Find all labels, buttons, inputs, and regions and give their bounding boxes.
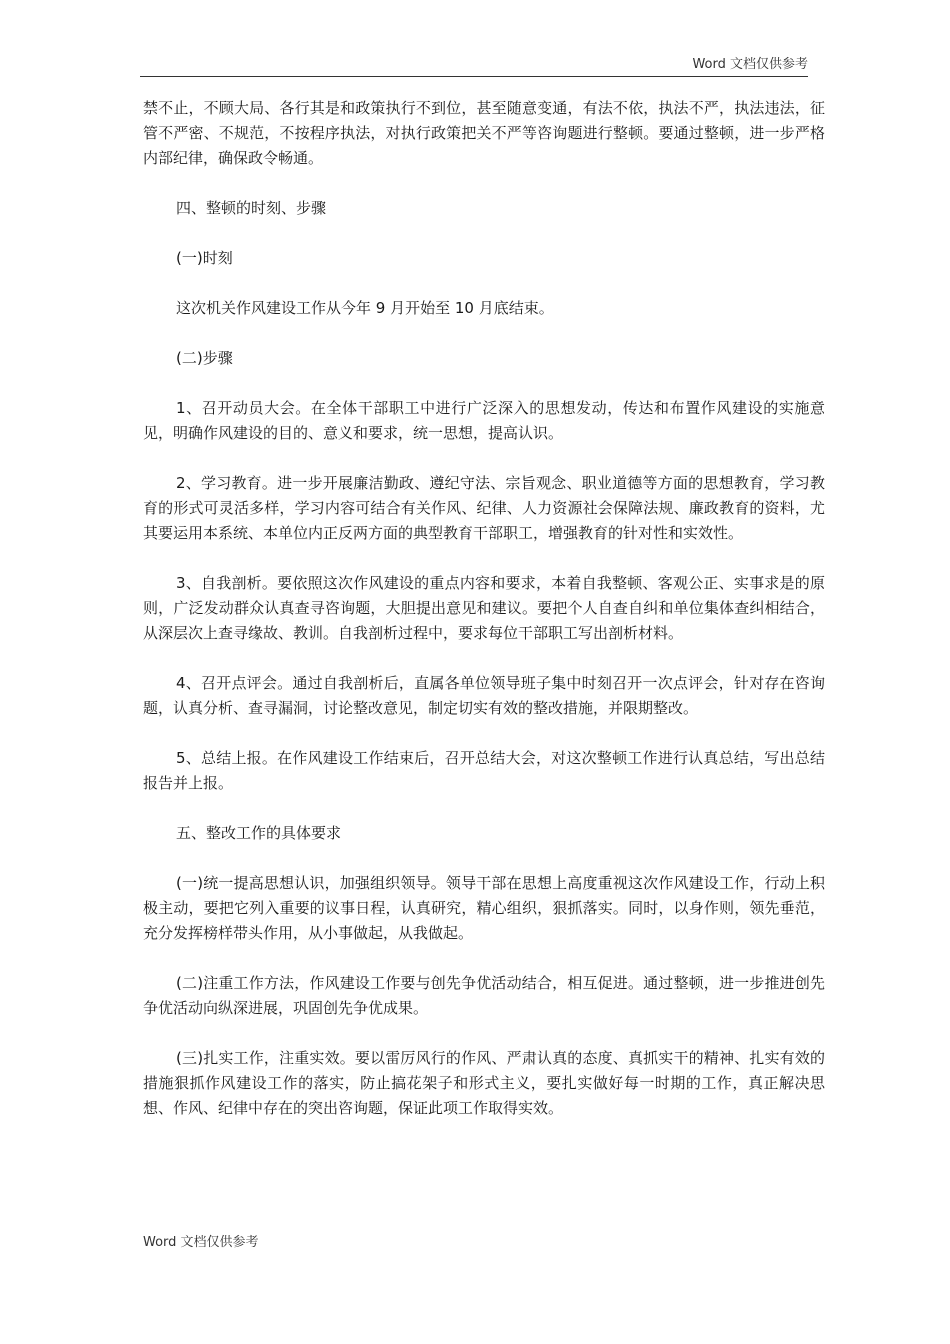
paragraph-time: 这次机关作风建设工作从今年 9 月开始至 10 月底结束。	[176, 299, 554, 317]
paragraph-step-1: 1、召开动员大会。在全体干部职工中进行广泛深入的思想发动，传达和布置作风建设的实施意见，明确作风建设的目的、意义和要求，统一思想，提高认识。	[143, 399, 825, 442]
paragraph-0: 禁不止，不顾大局、各行其是和政策执行不到位，甚至随意变通，有法不依，执法不严，执法违法，征管不严密、不规范，不按程序执法，对执行政策把关不严等咨询题进行整顿。要通过整顿，进一步严格内部纪律，确保政令畅通。	[143, 99, 825, 167]
paragraph-step-5: 5、总结上报。在作风建设工作结束后，召开总结大会，对这次整顿工作进行认真总结，写出总结报告并上报。	[143, 749, 825, 792]
paragraph-requirement-3: (三)扎实工作，注重实效。要以雷厉风行的作风、严肃认真的态度、真抓实干的精神、扎实有效的措施狠抓作风建设工作的落实，防止搞花架子和形式主义，要扎实做好每一时期的工作，真正解决思想、作风、纪律中存在的突出咨询题，保证此项工作取得实效。	[143, 1049, 825, 1117]
section-heading-4: 四、整顿的时刻、步骤	[176, 199, 327, 217]
paragraph-step-3: 3、自我剖析。要依照这次作风建设的重点内容和要求，本着自我整顿、客观公正、实事求是的原则，广泛发动群众认真查寻咨询题，大胆提出意见和建议。要把个人自查自纠和单位集体查纠相结合，从深层次上查寻缘故、教训。自我剖析过程中，要求每位干部职工写出剖析材料。	[143, 574, 825, 642]
page-header	[140, 56, 808, 77]
paragraph-requirement-2: (二)注重工作方法，作风建设工作要与创先争优活动结合，相互促进。通过整顿，进一步推进创先争优活动向纵深进展，巩固创先争优成果。	[143, 974, 825, 1017]
section-heading-5: 五、整改工作的具体要求	[176, 824, 342, 842]
document-body	[143, 96, 825, 1146]
subheading-time: (一)时刻	[176, 249, 233, 267]
header-text: Word 文档仅供参考	[692, 57, 808, 72]
subheading-steps: (二)步骤	[176, 349, 233, 367]
paragraph-requirement-1: (一)统一提高思想认识，加强组织领导。领导干部在思想上高度重视这次作风建设工作，行动上积极主动，要把它列入重要的议事日程，认真研究，精心组织，狠抓落实。同时，以身作则，领先垂范，充分发挥榜样带头作用，从小事做起，从我做起。	[143, 874, 825, 942]
footer-text: Word 文档仅供参考	[143, 1235, 259, 1250]
paragraph-step-4: 4、召开点评会。通过自我剖析后，直属各单位领导班子集中时刻召开一次点评会，针对存在咨询题，认真分析、查寻漏洞，讨论整改意见，制定切实有效的整改措施，并限期整改。	[143, 674, 825, 717]
paragraph-step-2: 2、学习教育。进一步开展廉洁勤政、遵纪守法、宗旨观念、职业道德等方面的思想教育，学习教育的形式可灵活多样，学习内容可结合有关作风、纪律、人力资源社会保障法规、廉政教育的资料，尤其要运用本系统、本单位内正反两方面的典型教育干部职工，增强教育的针对性和实效性。	[143, 474, 825, 542]
page-footer	[143, 1234, 259, 1252]
